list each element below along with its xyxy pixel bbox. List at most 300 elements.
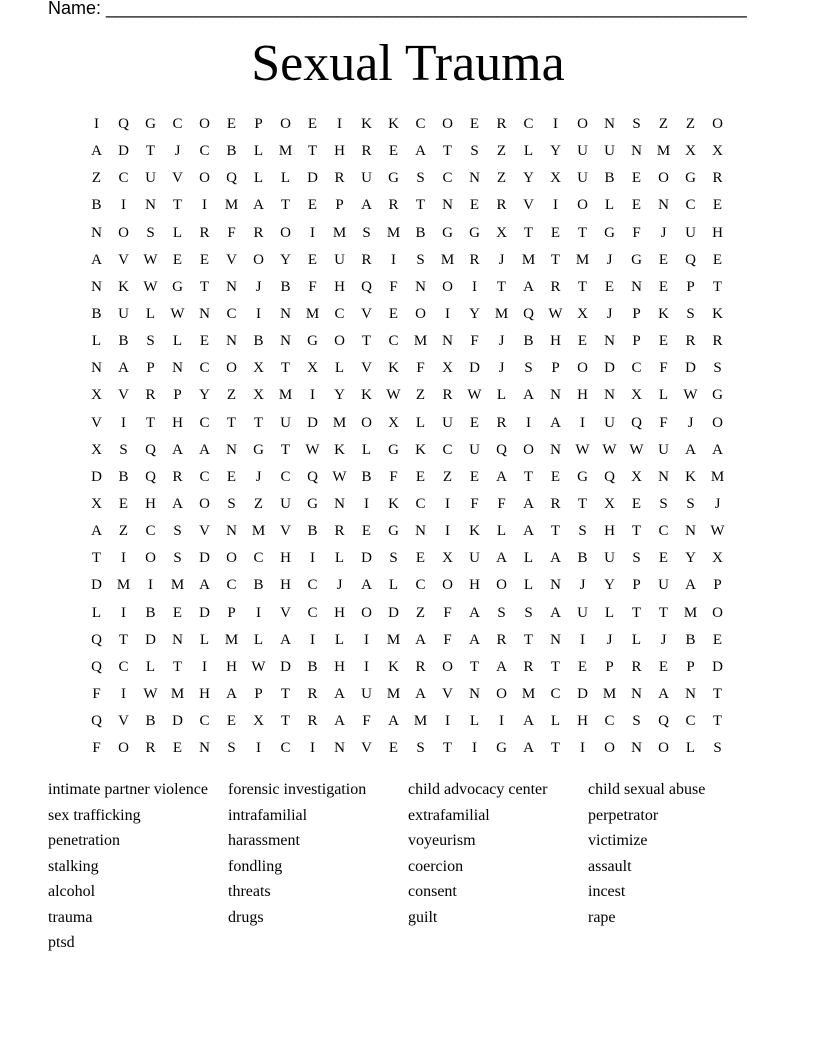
grid-letter: N xyxy=(415,523,426,540)
grid-letter: D xyxy=(604,360,615,377)
grid-letter: C xyxy=(199,414,210,431)
grid-letter: H xyxy=(280,577,291,594)
grid-letter: O xyxy=(523,441,534,458)
grid-letter: S xyxy=(227,740,236,757)
grid-letter: Z xyxy=(91,170,102,187)
word-list-item: forensic investigation xyxy=(228,781,367,798)
grid-letter: K xyxy=(415,441,426,458)
grid-letter: S xyxy=(173,550,182,567)
grid-letter: A xyxy=(388,713,399,730)
grid-letter: P xyxy=(686,278,695,295)
grid-letter: F xyxy=(659,360,668,377)
grid-letter: I xyxy=(445,496,450,513)
grid-letter: C xyxy=(685,197,696,214)
grid-letter: M xyxy=(278,143,293,160)
grid-letter: Z xyxy=(496,143,507,160)
grid-letter: N xyxy=(631,278,642,295)
grid-letter: O xyxy=(118,224,129,241)
grid-letter: R xyxy=(712,333,723,350)
grid-letter: O xyxy=(280,116,291,133)
letter-grid xyxy=(83,111,731,762)
grid-letter: K xyxy=(388,360,399,377)
grid-letter: Z xyxy=(253,496,264,513)
grid-letter: M xyxy=(386,224,401,241)
grid-letter: N xyxy=(658,468,669,485)
grid-letter: V xyxy=(523,197,534,214)
grid-letter: N xyxy=(442,333,453,350)
grid-letter: S xyxy=(173,523,182,540)
grid-letter: T xyxy=(172,197,183,214)
grid-letter: V xyxy=(199,523,210,540)
grid-letter: I xyxy=(580,414,585,431)
grid-letter: H xyxy=(334,658,345,675)
grid-letter: F xyxy=(632,224,641,241)
grid-letter: E xyxy=(199,333,210,350)
grid-letter: X xyxy=(685,143,696,160)
grid-letter: A xyxy=(253,197,264,214)
grid-letter: Q xyxy=(91,658,102,675)
grid-letter: K xyxy=(388,116,399,133)
grid-letter: B xyxy=(91,197,102,214)
grid-letter: U xyxy=(118,306,129,323)
grid-letter: E xyxy=(388,740,399,757)
grid-letter: W xyxy=(332,468,347,485)
grid-letter: J xyxy=(606,631,613,648)
grid-letter: I xyxy=(364,496,369,513)
grid-letter: S xyxy=(632,713,641,730)
grid-letter: N xyxy=(226,523,237,540)
grid-letter: E xyxy=(712,631,723,648)
grid-letter: B xyxy=(604,170,615,187)
grid-letter: R xyxy=(496,116,507,133)
grid-letter: H xyxy=(280,550,291,567)
grid-letter: T xyxy=(550,251,561,268)
grid-letter: T xyxy=(712,713,723,730)
grid-letter: N xyxy=(442,197,453,214)
grid-letter: X xyxy=(253,387,264,404)
grid-letter: B xyxy=(280,278,291,295)
grid-letter: K xyxy=(685,468,696,485)
grid-letter: F xyxy=(92,740,101,757)
grid-letter: B xyxy=(226,143,237,160)
grid-letter: G xyxy=(253,441,264,458)
grid-letter: R xyxy=(307,686,318,703)
grid-letter: J xyxy=(660,631,667,648)
grid-letter: L xyxy=(145,306,156,323)
grid-letter: C xyxy=(226,306,237,323)
grid-letter: Y xyxy=(334,387,345,404)
grid-letter: M xyxy=(278,387,293,404)
word-list-item: consent xyxy=(408,883,457,900)
grid-letter: I xyxy=(94,116,99,133)
grid-letter: N xyxy=(415,278,426,295)
grid-letter: T xyxy=(658,604,669,621)
grid-letter: A xyxy=(199,577,210,594)
grid-letter: P xyxy=(335,197,344,214)
grid-letter: Z xyxy=(658,116,669,133)
grid-letter: C xyxy=(415,496,426,513)
grid-letter: I xyxy=(526,414,531,431)
grid-letter: Z xyxy=(415,387,426,404)
grid-letter: M xyxy=(224,631,239,648)
grid-letter: T xyxy=(577,278,588,295)
grid-letter: I xyxy=(472,740,477,757)
grid-letter: A xyxy=(172,441,183,458)
grid-letter: P xyxy=(146,360,155,377)
grid-letter: T xyxy=(523,468,534,485)
word-list-item: voyeurism xyxy=(408,832,476,849)
grid-letter: X xyxy=(388,414,399,431)
grid-letter: T xyxy=(145,143,156,160)
grid-letter: S xyxy=(524,360,533,377)
grid-letter: Q xyxy=(496,441,507,458)
grid-letter: G xyxy=(604,224,615,241)
grid-letter: E xyxy=(172,740,183,757)
grid-letter: H xyxy=(199,686,210,703)
grid-letter: T xyxy=(199,278,210,295)
grid-letter: A xyxy=(469,604,480,621)
grid-letter: F xyxy=(443,631,452,648)
grid-letter: O xyxy=(442,658,453,675)
grid-letter: F xyxy=(416,360,425,377)
grid-letter: M xyxy=(224,197,239,214)
grid-letter: H xyxy=(334,604,345,621)
grid-letter: M xyxy=(332,414,347,431)
grid-letter: L xyxy=(550,713,561,730)
grid-letter: O xyxy=(280,224,291,241)
grid-letter: O xyxy=(442,577,453,594)
grid-letter: C xyxy=(442,441,453,458)
grid-letter: O xyxy=(658,740,669,757)
grid-letter: C xyxy=(172,116,183,133)
word-list-item: ptsd xyxy=(48,934,75,951)
grid-letter: P xyxy=(713,577,722,594)
grid-letter: X xyxy=(253,713,264,730)
grid-letter: W xyxy=(548,306,563,323)
grid-letter: M xyxy=(170,686,185,703)
grid-letter: T xyxy=(712,686,723,703)
grid-letter: L xyxy=(334,550,345,567)
grid-letter: G xyxy=(469,224,480,241)
grid-letter: S xyxy=(686,496,695,513)
grid-letter: B xyxy=(415,224,426,241)
word-list-item: harassment xyxy=(228,832,300,849)
grid-letter: A xyxy=(361,197,372,214)
grid-letter: H xyxy=(712,224,723,241)
grid-letter: J xyxy=(687,414,694,431)
word-list-item: incest xyxy=(588,883,626,900)
grid-letter: W xyxy=(143,278,158,295)
grid-letter: J xyxy=(714,496,721,513)
grid-letter: P xyxy=(173,387,182,404)
grid-letter: N xyxy=(199,740,210,757)
grid-letter: K xyxy=(361,116,372,133)
grid-letter: V xyxy=(361,740,372,757)
grid-letter: E xyxy=(307,251,318,268)
grid-letter: X xyxy=(604,496,615,513)
grid-letter: S xyxy=(659,496,668,513)
grid-letter: J xyxy=(255,468,262,485)
name-field-label: Name: ________________________________________________________________ xyxy=(48,0,747,18)
grid-letter: M xyxy=(413,333,428,350)
grid-letter: C xyxy=(118,170,129,187)
grid-letter: H xyxy=(172,414,183,431)
grid-letter: L xyxy=(280,170,291,187)
grid-letter: G xyxy=(172,278,183,295)
grid-letter: Q xyxy=(91,631,102,648)
grid-letter: X xyxy=(91,496,102,513)
grid-letter: M xyxy=(602,686,617,703)
grid-letter: T xyxy=(442,740,453,757)
grid-letter: E xyxy=(172,251,183,268)
grid-letter: I xyxy=(364,658,369,675)
grid-letter: U xyxy=(604,414,615,431)
grid-letter: R xyxy=(496,414,507,431)
grid-letter: U xyxy=(685,224,696,241)
grid-letter: A xyxy=(658,686,669,703)
grid-letter: W xyxy=(143,686,158,703)
grid-letter: M xyxy=(521,251,536,268)
grid-letter: N xyxy=(226,333,237,350)
grid-letter: S xyxy=(713,360,722,377)
grid-letter: N xyxy=(91,360,102,377)
grid-letter: A xyxy=(172,496,183,513)
grid-letter: B xyxy=(91,306,102,323)
grid-letter: I xyxy=(580,740,585,757)
word-list-item: sex trafficking xyxy=(48,806,141,824)
grid-letter: A xyxy=(523,387,534,404)
grid-letter: N xyxy=(631,740,642,757)
grid-letter: L xyxy=(604,604,615,621)
grid-letter: F xyxy=(362,713,371,730)
grid-letter: A xyxy=(523,713,534,730)
grid-letter: B xyxy=(361,468,372,485)
grid-letter: U xyxy=(442,414,453,431)
grid-letter: K xyxy=(334,441,345,458)
grid-letter: B xyxy=(307,523,318,540)
grid-letter: L xyxy=(199,631,210,648)
grid-letter: E xyxy=(577,333,588,350)
grid-letter: R xyxy=(550,496,561,513)
grid-letter: L xyxy=(172,333,183,350)
grid-letter: E xyxy=(550,224,561,241)
grid-letter: E xyxy=(712,251,723,268)
grid-letter: S xyxy=(416,170,425,187)
grid-letter: C xyxy=(550,686,561,703)
grid-letter: N xyxy=(604,116,615,133)
grid-letter: T xyxy=(361,333,372,350)
grid-letter: O xyxy=(226,360,237,377)
grid-letter: R xyxy=(172,468,183,485)
grid-letter: S xyxy=(227,496,236,513)
grid-letter: O xyxy=(361,604,372,621)
grid-letter: T xyxy=(442,143,453,160)
grid-letter: C xyxy=(658,523,669,540)
grid-letter: D xyxy=(91,577,102,594)
grid-letter: R xyxy=(631,658,642,675)
grid-letter: V xyxy=(172,170,183,187)
grid-letter: I xyxy=(121,197,126,214)
grid-letter: S xyxy=(632,116,641,133)
grid-letter: O xyxy=(442,278,453,295)
grid-letter: W xyxy=(170,306,185,323)
grid-letter: E xyxy=(469,468,480,485)
grid-letter: U xyxy=(658,441,669,458)
grid-letter: X xyxy=(307,360,318,377)
grid-letter: O xyxy=(712,414,723,431)
grid-letter: N xyxy=(550,631,561,648)
grid-letter: A xyxy=(415,143,426,160)
grid-letter: S xyxy=(362,224,371,241)
grid-letter: R xyxy=(199,224,210,241)
grid-letter: X xyxy=(712,550,723,567)
grid-letter: E xyxy=(658,550,669,567)
grid-letter: H xyxy=(145,496,156,513)
grid-letter: Y xyxy=(604,577,615,594)
grid-letter: R xyxy=(145,740,156,757)
grid-letter: L xyxy=(253,631,264,648)
grid-letter: R xyxy=(361,143,372,160)
grid-letter: A xyxy=(523,523,534,540)
grid-letter: M xyxy=(440,251,455,268)
grid-letter: I xyxy=(364,631,369,648)
grid-letter: L xyxy=(685,740,696,757)
word-list-item: victimize xyxy=(588,832,648,849)
grid-letter: E xyxy=(469,197,480,214)
grid-letter: U xyxy=(280,414,291,431)
word-list-item: coercion xyxy=(408,857,464,875)
grid-letter: B xyxy=(685,631,696,648)
grid-letter: S xyxy=(578,523,587,540)
grid-letter: C xyxy=(604,713,615,730)
grid-letter: L xyxy=(91,333,102,350)
grid-letter: B xyxy=(307,658,318,675)
grid-letter: U xyxy=(361,686,372,703)
grid-letter: H xyxy=(334,143,345,160)
grid-letter: A xyxy=(469,631,480,648)
grid-letter: T xyxy=(118,631,129,648)
grid-letter: G xyxy=(496,740,507,757)
grid-letter: X xyxy=(631,387,642,404)
grid-letter: Y xyxy=(523,170,534,187)
grid-letter: N xyxy=(91,224,102,241)
grid-letter: X xyxy=(550,170,561,187)
grid-letter: K xyxy=(712,306,723,323)
grid-letter: O xyxy=(415,306,426,323)
grid-letter: T xyxy=(145,414,156,431)
grid-letter: I xyxy=(445,306,450,323)
grid-letter: E xyxy=(604,278,615,295)
grid-letter: N xyxy=(145,197,156,214)
grid-letter: M xyxy=(494,306,509,323)
grid-letter: T xyxy=(550,658,561,675)
grid-letter: U xyxy=(577,170,588,187)
grid-letter: I xyxy=(202,658,207,675)
grid-letter: R xyxy=(523,658,534,675)
grid-letter: G xyxy=(442,224,453,241)
word-list-item: perpetrator xyxy=(588,806,659,824)
grid-letter: O xyxy=(577,360,588,377)
grid-letter: P xyxy=(632,306,641,323)
grid-letter: I xyxy=(256,306,261,323)
grid-letter: S xyxy=(497,604,506,621)
grid-letter: N xyxy=(199,306,210,323)
grid-letter: T xyxy=(253,414,264,431)
grid-letter: P xyxy=(254,116,263,133)
grid-letter: L xyxy=(145,658,156,675)
grid-letter: W xyxy=(629,441,644,458)
grid-letter: T xyxy=(307,143,318,160)
grid-letter: T xyxy=(415,197,426,214)
grid-letter: G xyxy=(145,116,156,133)
grid-letter: K xyxy=(118,278,129,295)
grid-letter: C xyxy=(415,577,426,594)
grid-letter: D xyxy=(307,414,318,431)
grid-letter: O xyxy=(226,550,237,567)
grid-letter: Q xyxy=(91,713,102,730)
grid-letter: K xyxy=(658,306,669,323)
grid-letter: Q xyxy=(631,414,642,431)
grid-letter: N xyxy=(280,333,291,350)
grid-letter: N xyxy=(469,686,480,703)
word-list-item: threats xyxy=(228,883,271,900)
grid-letter: L xyxy=(523,550,534,567)
grid-letter: R xyxy=(253,224,264,241)
grid-letter: L xyxy=(334,360,345,377)
grid-letter: O xyxy=(712,116,723,133)
grid-letter: T xyxy=(280,713,291,730)
grid-letter: A xyxy=(118,360,129,377)
grid-letter: U xyxy=(469,441,480,458)
grid-letter: A xyxy=(496,658,507,675)
grid-letter: N xyxy=(91,278,102,295)
grid-letter: A xyxy=(550,550,561,567)
grid-letter: I xyxy=(121,686,126,703)
grid-letter: G xyxy=(631,251,642,268)
grid-letter: T xyxy=(523,224,534,241)
grid-letter: R xyxy=(145,387,156,404)
grid-letter: A xyxy=(334,713,345,730)
grid-letter: N xyxy=(550,577,561,594)
grid-letter: D xyxy=(361,550,372,567)
grid-letter: F xyxy=(227,224,236,241)
grid-letter: P xyxy=(632,577,641,594)
grid-letter: A xyxy=(91,523,102,540)
grid-letter: E xyxy=(226,116,237,133)
grid-letter: O xyxy=(361,414,372,431)
grid-letter: H xyxy=(334,278,345,295)
grid-letter: D xyxy=(91,468,102,485)
grid-letter: U xyxy=(469,550,480,567)
grid-letter: T xyxy=(280,360,291,377)
grid-letter: X xyxy=(631,468,642,485)
grid-letter: J xyxy=(498,333,505,350)
grid-letter: B xyxy=(145,713,156,730)
grid-letter: E xyxy=(415,550,426,567)
grid-letter: N xyxy=(334,496,345,513)
grid-letter: O xyxy=(199,496,210,513)
grid-letter: Y xyxy=(469,306,480,323)
grid-letter: B xyxy=(577,550,588,567)
grid-letter: D xyxy=(172,713,183,730)
grid-letter: T xyxy=(631,523,642,540)
grid-letter: T xyxy=(550,523,561,540)
grid-letter: Y xyxy=(685,550,696,567)
grid-letter: T xyxy=(550,740,561,757)
grid-letter: N xyxy=(172,360,183,377)
grid-letter: Q xyxy=(226,170,237,187)
grid-letter: L xyxy=(523,143,534,160)
